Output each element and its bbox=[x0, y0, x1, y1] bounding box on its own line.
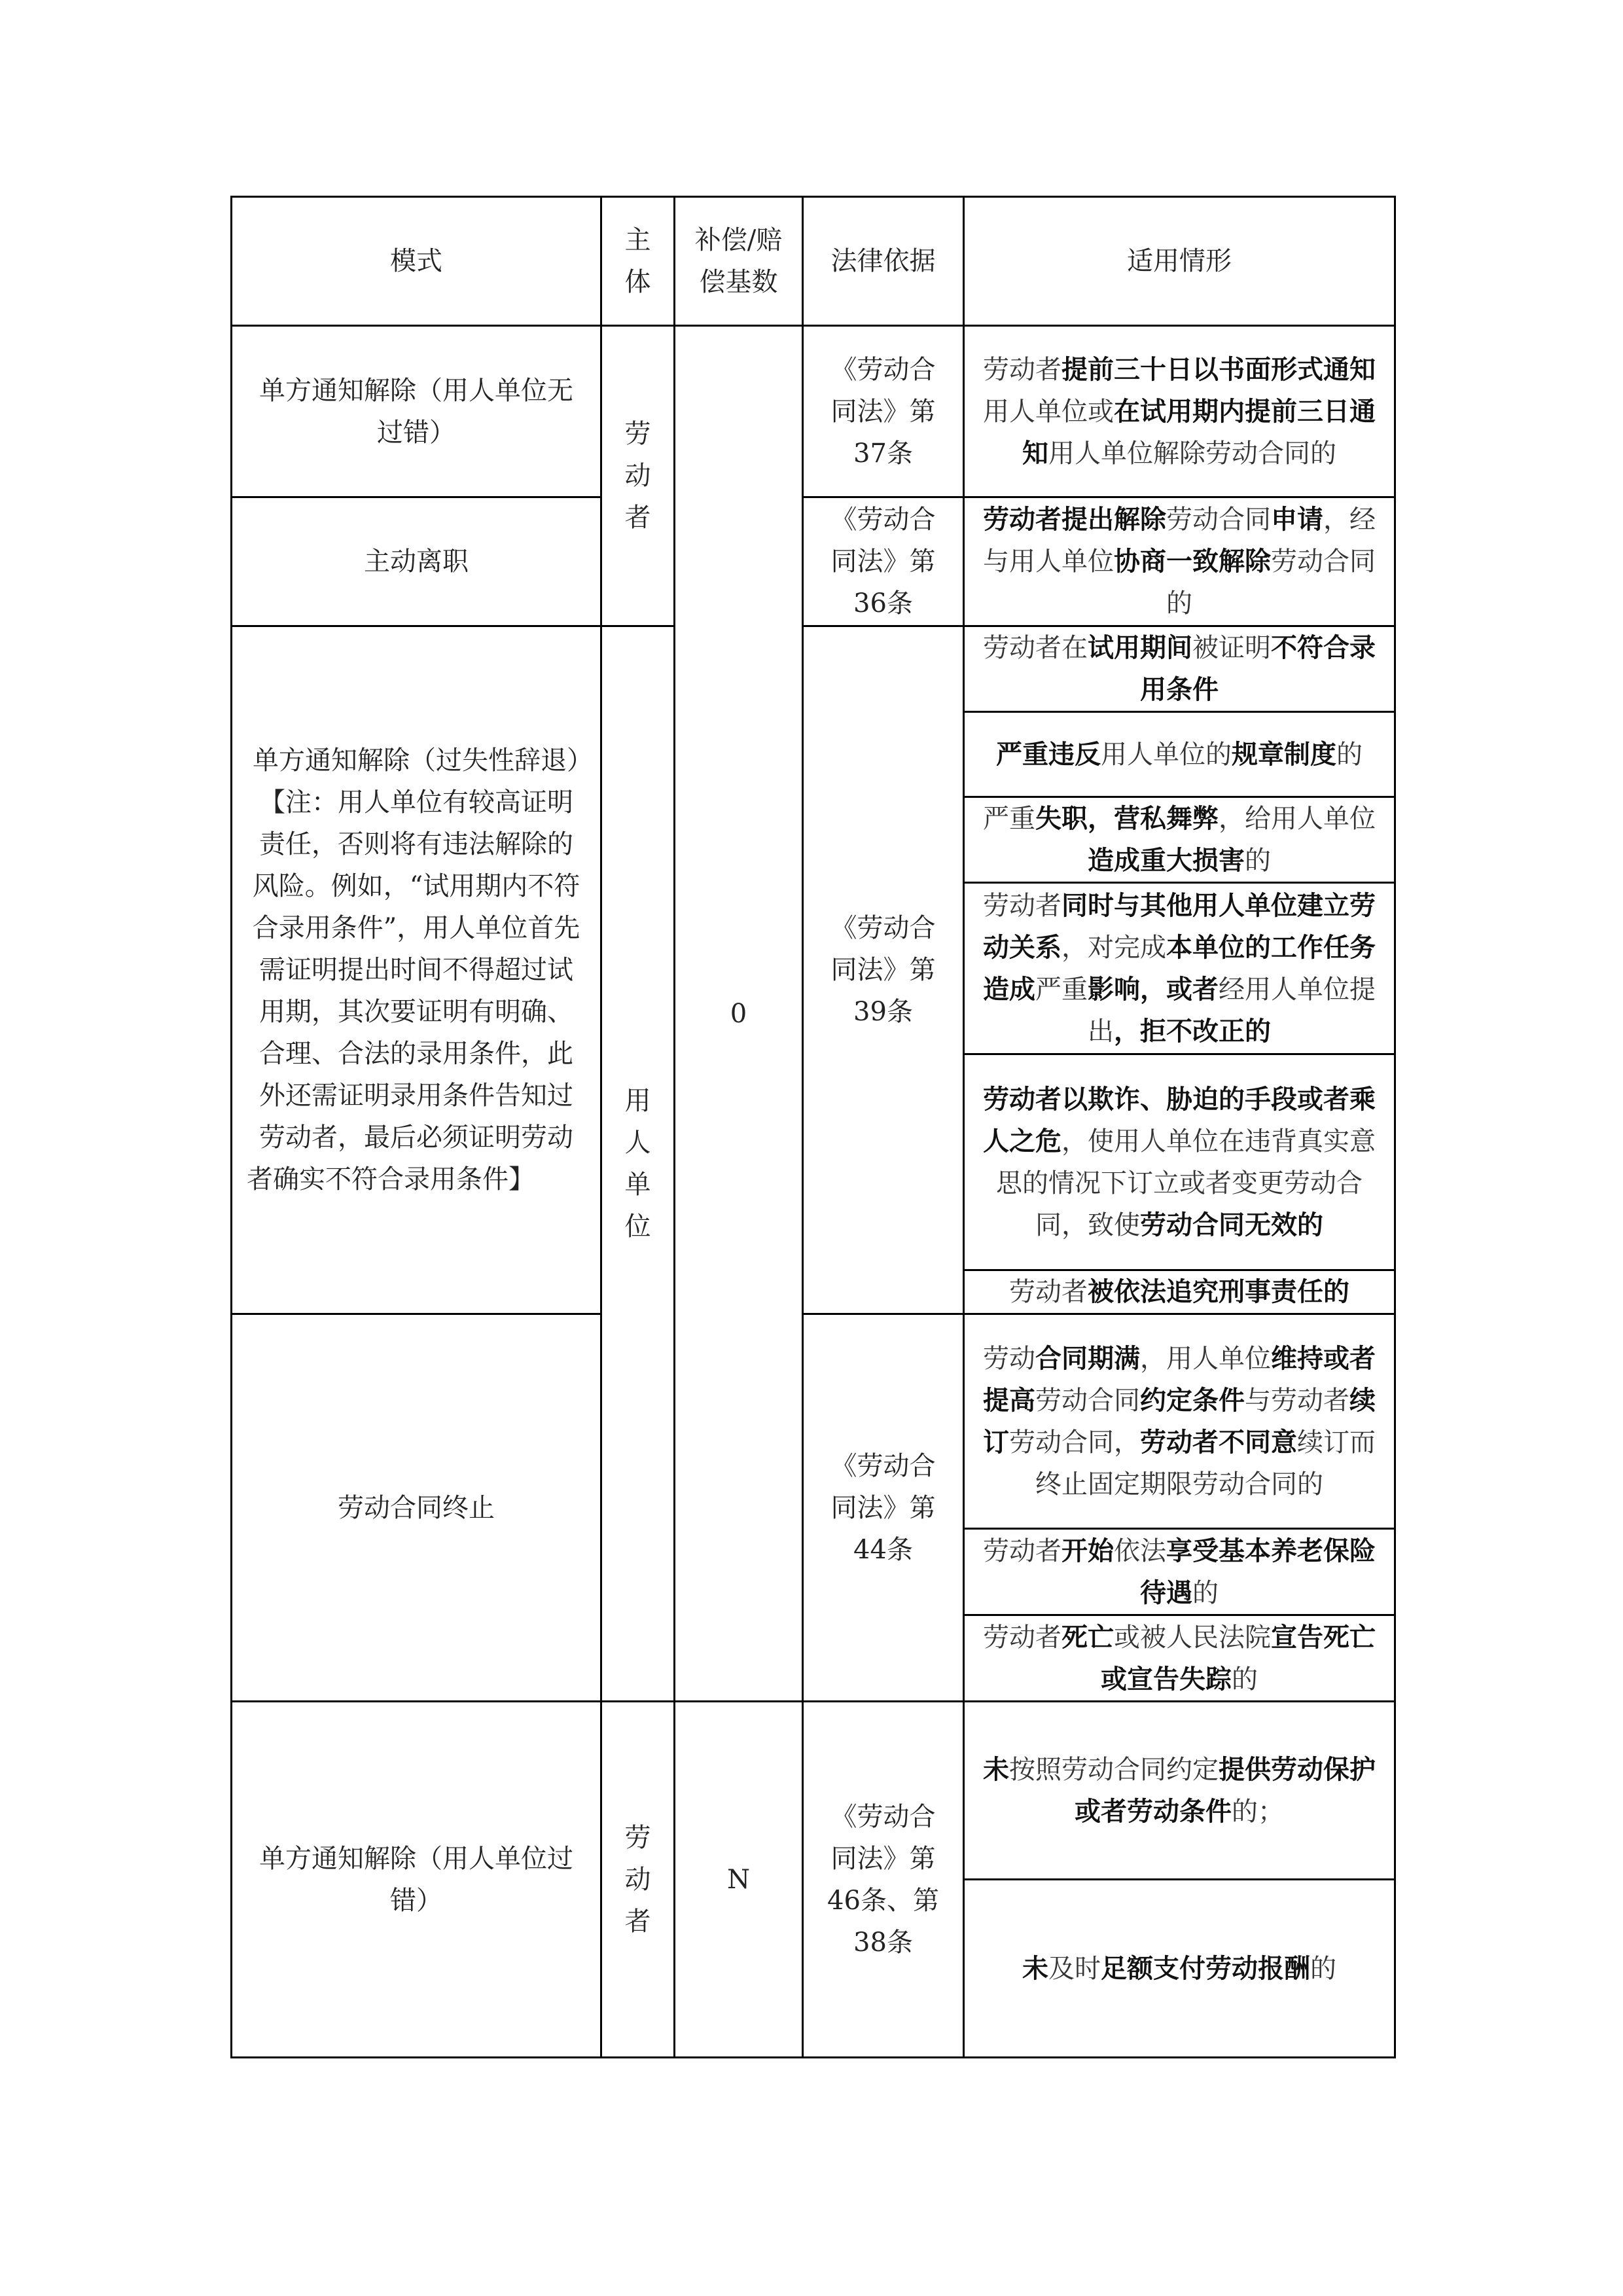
mode-cell: 单方通知解除（用人单位无过错） bbox=[232, 326, 601, 497]
legal-basis-cell: 《劳动合同法》第44条 bbox=[803, 1314, 964, 1702]
compensation-cell: N bbox=[675, 1702, 803, 2058]
legal-basis-cell: 《劳动合同法》第37条 bbox=[803, 326, 964, 497]
mode-cell: 主动离职 bbox=[232, 497, 601, 626]
situation-cell: 未按照劳动合同约定提供劳动保护或者劳动条件的； bbox=[964, 1702, 1395, 1880]
mode-cell: 劳动合同终止 bbox=[232, 1314, 601, 1702]
situation-cell: 严重失职，营私舞弊，给用人单位造成重大损害的 bbox=[964, 797, 1395, 883]
table-header-row bbox=[232, 197, 1395, 326]
situation-cell: 劳动者死亡或被人民法院宣告死亡或宣告失踪的 bbox=[964, 1615, 1395, 1702]
table-row bbox=[232, 1702, 1395, 1880]
mode-cell: 单方通知解除（用人单位过错） bbox=[232, 1702, 601, 2058]
mode-cell: 单方通知解除（过失性辞退）【注：用人单位有较高证明责任，否则将有违法解除的风险。例如，“试用期内不符合录用条件”，用人单位首先需证明提出时间不得超过试用期，其次要证明有明确、合理、合法的录用条件，此外还需证明录用条件告知过劳动者，最后必须证明劳动者确实不符合录用条件】 bbox=[232, 626, 601, 1314]
subject-cell: 用人单位 bbox=[601, 626, 675, 1702]
situation-cell: 劳动者在试用期间被证明不符合录用条件 bbox=[964, 626, 1395, 712]
legal-basis-cell: 《劳动合同法》第39条 bbox=[803, 626, 964, 1314]
table-row bbox=[232, 497, 1395, 626]
header-mode: 模式 bbox=[232, 197, 601, 326]
header-situation: 适用情形 bbox=[964, 197, 1395, 326]
header-subject: 主体 bbox=[601, 197, 675, 326]
legal-basis-cell: 《劳动合同法》第36条 bbox=[803, 497, 964, 626]
termination-modes-table bbox=[230, 196, 1396, 2058]
table-row bbox=[232, 326, 1395, 497]
situation-cell: 劳动者提出解除劳动合同申请，经与用人单位协商一致解除劳动合同的 bbox=[964, 497, 1395, 626]
legal-basis-cell: 《劳动合同法》第46条、第38条 bbox=[803, 1702, 964, 2058]
header-compensation: 补偿/赔偿基数 bbox=[675, 197, 803, 326]
compensation-cell: 0 bbox=[675, 326, 803, 1702]
situation-cell: 劳动合同期满，用人单位维持或者提高劳动合同约定条件与劳动者续订劳动合同，劳动者不同意续订而终止固定期限劳动合同的 bbox=[964, 1314, 1395, 1529]
table-row bbox=[232, 1314, 1395, 1529]
situation-cell: 未及时足额支付劳动报酬的 bbox=[964, 1880, 1395, 2058]
table-row bbox=[232, 626, 1395, 712]
header-legal-basis: 法律依据 bbox=[803, 197, 964, 326]
situation-cell: 严重违反用人单位的规章制度的 bbox=[964, 712, 1395, 797]
situation-cell: 劳动者被依法追究刑事责任的 bbox=[964, 1270, 1395, 1314]
subject-cell: 劳动者 bbox=[601, 326, 675, 626]
situation-cell: 劳动者以欺诈、胁迫的手段或者乘人之危，使用人单位在违背真实意思的情况下订立或者变更劳动合同，致使劳动合同无效的 bbox=[964, 1054, 1395, 1270]
situation-cell: 劳动者同时与其他用人单位建立劳动关系，对完成本单位的工作任务造成严重影响，或者经用人单位提出，拒不改正的 bbox=[964, 883, 1395, 1054]
situation-cell: 劳动者提前三十日以书面形式通知用人单位或在试用期内提前三日通知用人单位解除劳动合同的 bbox=[964, 326, 1395, 497]
situation-cell: 劳动者开始依法享受基本养老保险待遇的 bbox=[964, 1529, 1395, 1615]
subject-cell: 劳动者 bbox=[601, 1702, 675, 2058]
